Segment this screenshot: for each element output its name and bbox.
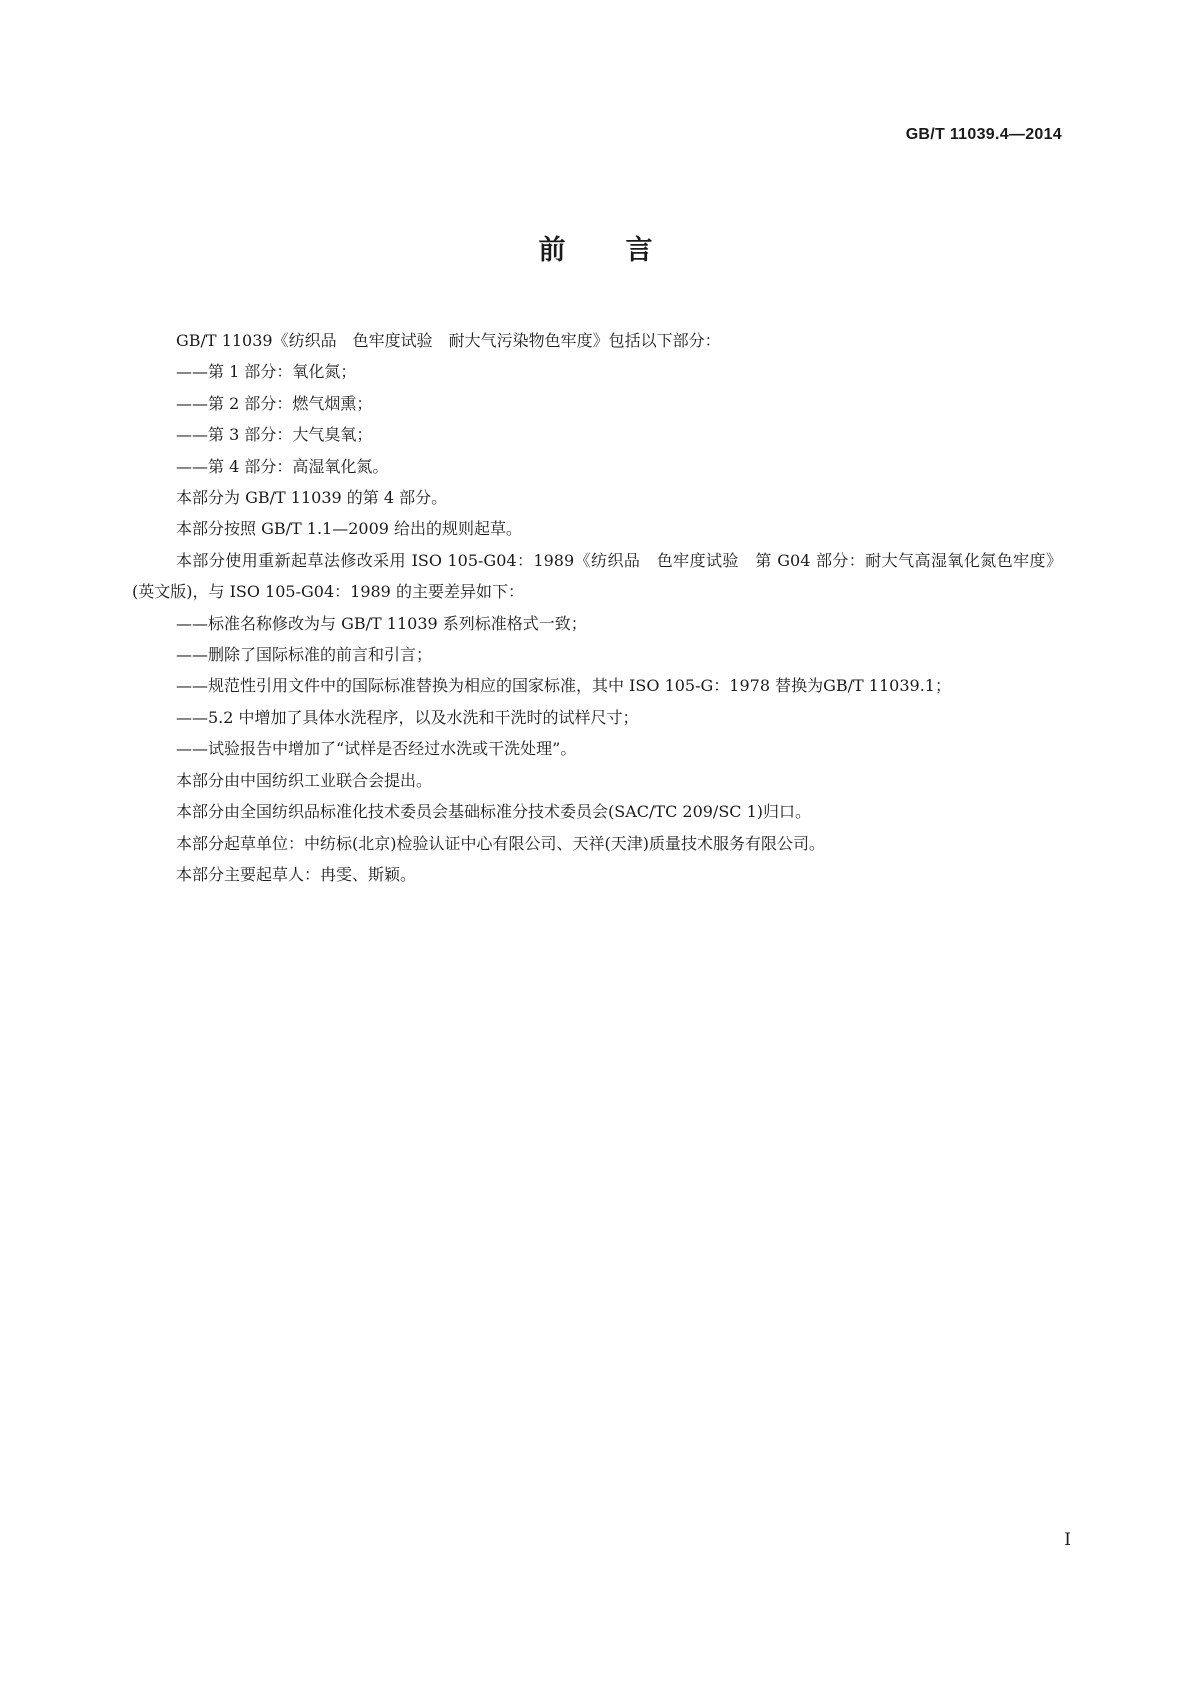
part-statement: 本部分为 GB/T 11039 的第 4 部分。 — [176, 488, 448, 508]
drafting-units: 本部分起草单位：中纺标(北京)检验认证中心有限公司、天祥(天津)质量技术服务有限公司。 — [176, 833, 825, 853]
drafting-rules: 本部分按照 GB/T 1.1—2009 给出的规则起草。 — [176, 519, 523, 539]
list-item-difference-2: ——删除了国际标准的前言和引言； — [176, 645, 433, 665]
iso-adoption-text: 本部分使用重新起草法修改采用 ISO 105-G04：1989《纺织品 色牢度试验 第 G04 部分：耐大气高湿氧化氮色牢度》(英文版)，与 ISO 105-G04：1989 的主要差异如下： — [132, 550, 1062, 602]
list-item-difference-4: ——5.2 中增加了具体水洗程序，以及水洗和干洗时的试样尺寸； — [176, 707, 639, 727]
list-item-part-4: ——第 4 部分：高湿氧化氮。 — [176, 456, 389, 476]
list-item-difference-1: ——标准名称修改为与 GB/T 11039 系列标准格式一致； — [176, 613, 587, 633]
list-item-difference-3: ——规范性引用文件中的国际标准替换为相应的国家标准，其中 ISO 105-G：1978 替换为GB/T 11039.1； — [176, 676, 951, 696]
intro-paragraph: GB/T 11039《纺织品 色牢度试验 耐大气污染物色牢度》包括以下部分： — [176, 331, 721, 350]
list-item-part-1: ——第 1 部分：氧化氮； — [176, 362, 357, 382]
standard-code: GB/T 11039.4—2014 — [905, 126, 1062, 143]
list-item-difference-5: ——试验报告中增加了“试样是否经过水洗或干洗处理”。 — [176, 739, 577, 759]
drafters: 本部分主要起草人：冉雯、斯颖。 — [176, 864, 417, 884]
iso-adoption-paragraph — [132, 545, 1062, 608]
page-title: 前言 — [538, 235, 713, 266]
document-body — [132, 325, 1062, 890]
list-item-part-2: ——第 2 部分：燃气烟熏； — [176, 393, 373, 413]
proposer-statement: 本部分由中国纺织工业联合会提出。 — [176, 770, 433, 790]
committee-statement: 本部分由全国纺织品标准化技术委员会基础标准分技术委员会(SAC/TC 209/SC 1)归口。 — [176, 802, 812, 822]
list-item-part-3: ——第 3 部分：大气臭氧； — [176, 425, 373, 445]
page-number: I — [1064, 1530, 1071, 1550]
